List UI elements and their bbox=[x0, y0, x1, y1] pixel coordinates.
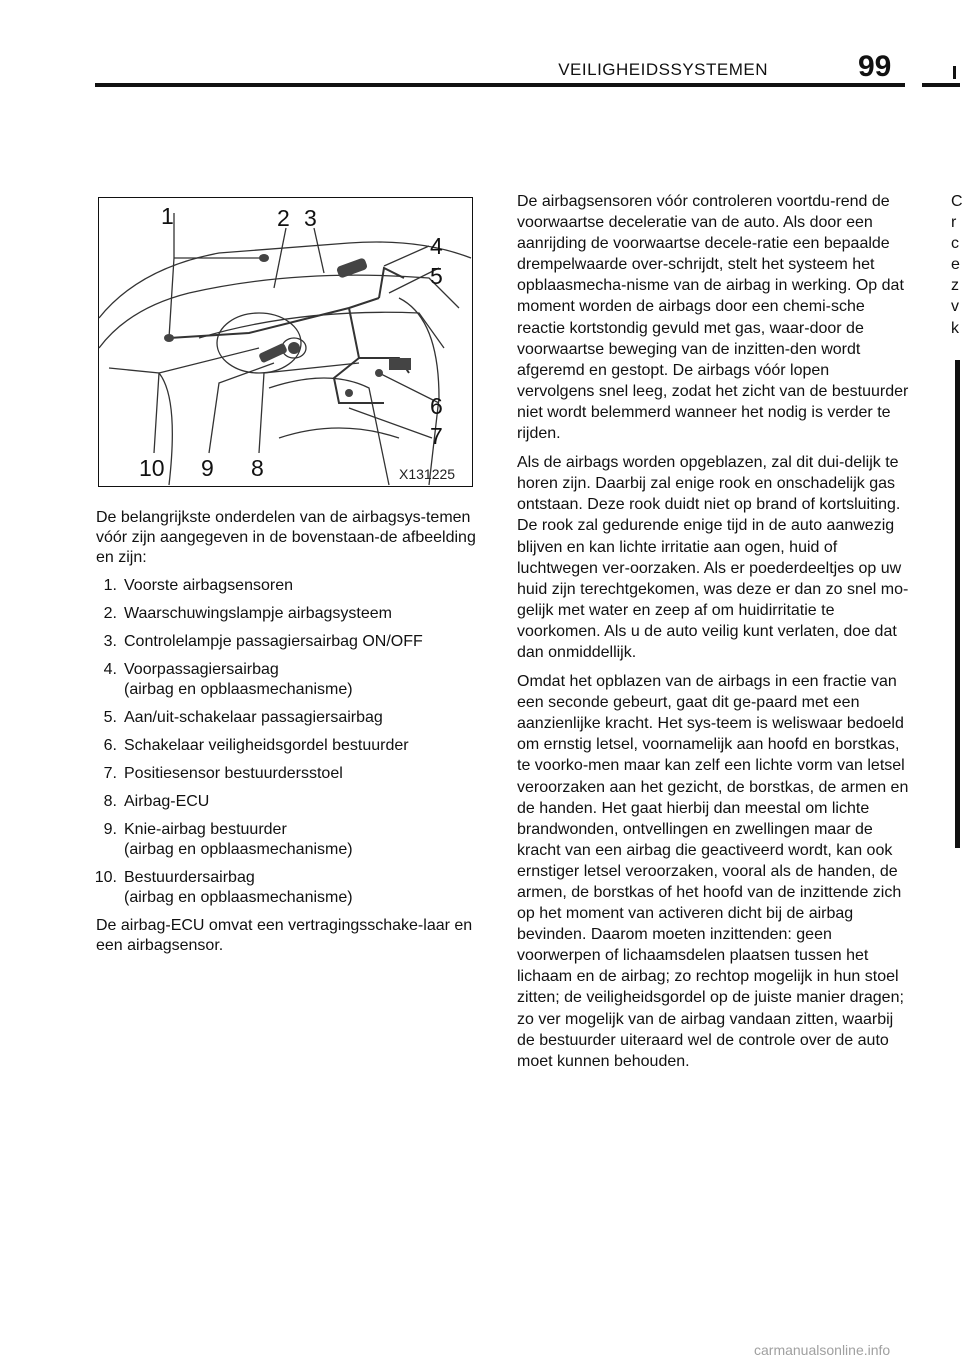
edge-letter: z bbox=[951, 277, 959, 295]
list-item-sub: (airbag en opblaasmechanisme) bbox=[124, 681, 353, 698]
paragraph-sensors: De airbagsensoren vóór controleren voortdu-rend de voorwaartse deceleratie van de auto. Als door een aanrijding de voorwaartse decele-ratie een bepaalde drempelwaarde over-schrijdt, stelt het systeem het opblaasmecha-nisme van de airbag in werking. Op dat moment worden de airbags door een chemi-sche reactie kortstondig gevuld met gas, waar-door de voorwaartse beweging van de inzitten-den wordt afgeremd en gestopt. De airbags vóór lopen vervolgens snel leeg, zodat het zicht van de bestuurder niet wordt belemmerd wanneer het nodig is verder te rijden. bbox=[517, 193, 909, 443]
leader-7 bbox=[349, 408, 432, 438]
list-item-sub: (airbag en opblaasmechanisme) bbox=[124, 841, 353, 858]
list-item bbox=[86, 820, 478, 860]
leader-1b bbox=[169, 258, 264, 338]
list-item-label: Positiesensor bestuurdersstoel bbox=[124, 765, 343, 782]
right-column bbox=[517, 191, 909, 1080]
list-item bbox=[86, 632, 478, 652]
header-rule-tail bbox=[922, 83, 960, 87]
list-item-label: Schakelaar veiligheidsgordel bestuurder bbox=[124, 737, 409, 754]
callout-4: 4 bbox=[430, 233, 443, 259]
list-item-number: 6. bbox=[103, 737, 117, 754]
knee-airbag-module bbox=[258, 343, 288, 364]
list-item bbox=[86, 660, 478, 700]
buckle-switch bbox=[375, 369, 383, 377]
list-item bbox=[86, 868, 478, 908]
header-rule bbox=[95, 83, 905, 87]
list-item-number: 2. bbox=[103, 605, 117, 622]
list-item bbox=[86, 764, 478, 784]
edge-letter: e bbox=[951, 256, 960, 274]
leader-4 bbox=[384, 246, 429, 266]
intro-paragraph: De belangrijkste onderdelen van de airbagsys-temen vóór zijn aangegeven in de bovenstaan-de afbeelding en zijn: bbox=[96, 509, 476, 566]
ecu-note: De airbag-ECU omvat een vertragingsschake-laar en een airbagsensor. bbox=[96, 917, 473, 954]
edge-letter: r bbox=[951, 214, 957, 232]
callout-10: 10 bbox=[139, 455, 165, 481]
parts-list bbox=[86, 576, 478, 908]
list-item-number: 5. bbox=[103, 709, 117, 726]
driver-airbag-module bbox=[288, 342, 300, 354]
edge-letter: v bbox=[951, 298, 959, 316]
list-item-number: 8. bbox=[103, 793, 117, 810]
callout-7: 7 bbox=[430, 423, 443, 449]
paragraph-force: Omdat het opblazen van de airbags in een fractie van een seconde gebeurt, gaat dit ge-paard met een aanzienlijke kracht. Het sys-teem is weliswaar bedoeld om ernstig letsel, voornamelijk aan hoofd en borstkas, te voorko-men maar kan zelf een lichte vorm van letsel veroorzaken aan het gezicht, de borstkas, de armen en de handen. Het gaat hierbij dan meestal om lichte brandwonden, ontvellingen en zwellingen maar de kracht van een airbag die geactiveerd wordt, kan ook ernstiger letsel veroorzaken, vooral als de handen, de armen, de borstkas of het hoofd van de inzittende zich op het moment van activeren dicht bij de airbag bevinden. Daarom moeten inzittenden: geen voorwerpen of lichaamsdelen plaatsen tussen het lichaam en de airbag; zo rechtop mogelijk in hun stoel zitten; de veiligheidsgordel op de juiste manier dragen; zo ver mogelijk van de airbag vandaan zitten, waarbij de bestuurder uiteraard wel de controle over de auto moet kunnen behouden. bbox=[517, 673, 909, 1070]
list-item-number: 9. bbox=[103, 821, 117, 838]
callout-5: 5 bbox=[430, 263, 443, 289]
footer-watermark: carmanualsonline.info bbox=[754, 1342, 891, 1358]
leader-8 bbox=[259, 363, 359, 453]
list-item-number: 7. bbox=[103, 765, 117, 782]
callout-1: 1 bbox=[161, 203, 174, 229]
edge-letter: C bbox=[951, 193, 963, 210]
list-item-number: 1. bbox=[103, 577, 117, 594]
callout-9: 9 bbox=[201, 455, 214, 481]
edge-letter: c bbox=[951, 235, 959, 253]
list-item-label: Knie-airbag bestuurder bbox=[124, 821, 287, 838]
list-item-number: 10. bbox=[94, 869, 117, 886]
list-item bbox=[86, 736, 478, 756]
airbag-ecu-box bbox=[389, 358, 411, 370]
list-item-label: Voorpassagiersairbag bbox=[124, 661, 279, 678]
list-item bbox=[86, 576, 478, 596]
wiring-main bbox=[169, 298, 379, 338]
list-item-label: Bestuurdersairbag bbox=[124, 869, 255, 886]
list-item bbox=[86, 708, 478, 728]
airbag-illustration bbox=[99, 198, 471, 485]
airbag-system-figure bbox=[98, 197, 473, 487]
front-sensor-right bbox=[259, 254, 269, 262]
list-item-sub: (airbag en opblaasmechanisme) bbox=[124, 889, 353, 906]
steering-wheel bbox=[217, 313, 301, 373]
paragraph-smoke: Als de airbags worden opgeblazen, zal dit dui-delijk te horen zijn. Daarbij zal enige rook en onschadelijk gas ontstaan. Deze rook duidt niet op brand of kortsluiting. De rook zal gedurende enige tijd in de auto aanwezig blijven en kan lichte irritatie aan ogen, huid of luchtwegen ver-oorzaken. Als er poederdeeltjes op uw huid zijn terechtgekomen, was deze er dan zo snel mo-gelijk met water en zeep af om huidirritatie te voorkomen. Als u de auto veilig kunt verlaten, doe dat dan onmiddellijk. bbox=[517, 454, 909, 661]
header-tick bbox=[953, 66, 956, 79]
wiring-passenger bbox=[379, 268, 404, 298]
passenger-seat bbox=[399, 298, 439, 485]
list-item-label: Controlelampje passagiersairbag ON/OFF bbox=[124, 633, 423, 650]
left-column bbox=[86, 508, 478, 956]
a-pillar bbox=[99, 293, 189, 348]
list-item-label: Airbag-ECU bbox=[124, 793, 210, 810]
callout-2: 2 bbox=[277, 205, 290, 231]
callout-8: 8 bbox=[251, 455, 264, 481]
list-item-label: Voorste airbagsensoren bbox=[124, 577, 293, 594]
list-item bbox=[86, 792, 478, 812]
section-title: VEILIGHEIDSSYSTEMEN bbox=[558, 60, 768, 79]
list-item-label: Aan/uit-schakelaar passagiersairbag bbox=[124, 709, 383, 726]
dashboard-top bbox=[189, 275, 459, 308]
list-item-label: Waarschuwingslampje airbagsysteem bbox=[124, 605, 392, 622]
front-sensor-left bbox=[164, 334, 174, 342]
list-item bbox=[86, 604, 478, 624]
page-number: 99 bbox=[858, 50, 892, 83]
figure-code: X131225 bbox=[399, 466, 456, 482]
leader-3 bbox=[314, 228, 324, 273]
callout-6: 6 bbox=[430, 393, 443, 419]
adjacent-page-fragment bbox=[951, 191, 963, 339]
edge-letter: k bbox=[951, 319, 959, 337]
seat-cushion bbox=[279, 428, 399, 438]
seat-position-sensor bbox=[345, 389, 353, 397]
callout-3: 3 bbox=[304, 205, 317, 231]
list-item-number: 3. bbox=[103, 633, 117, 650]
list-item-number: 4. bbox=[103, 661, 117, 678]
adjacent-page-bar bbox=[955, 360, 960, 848]
